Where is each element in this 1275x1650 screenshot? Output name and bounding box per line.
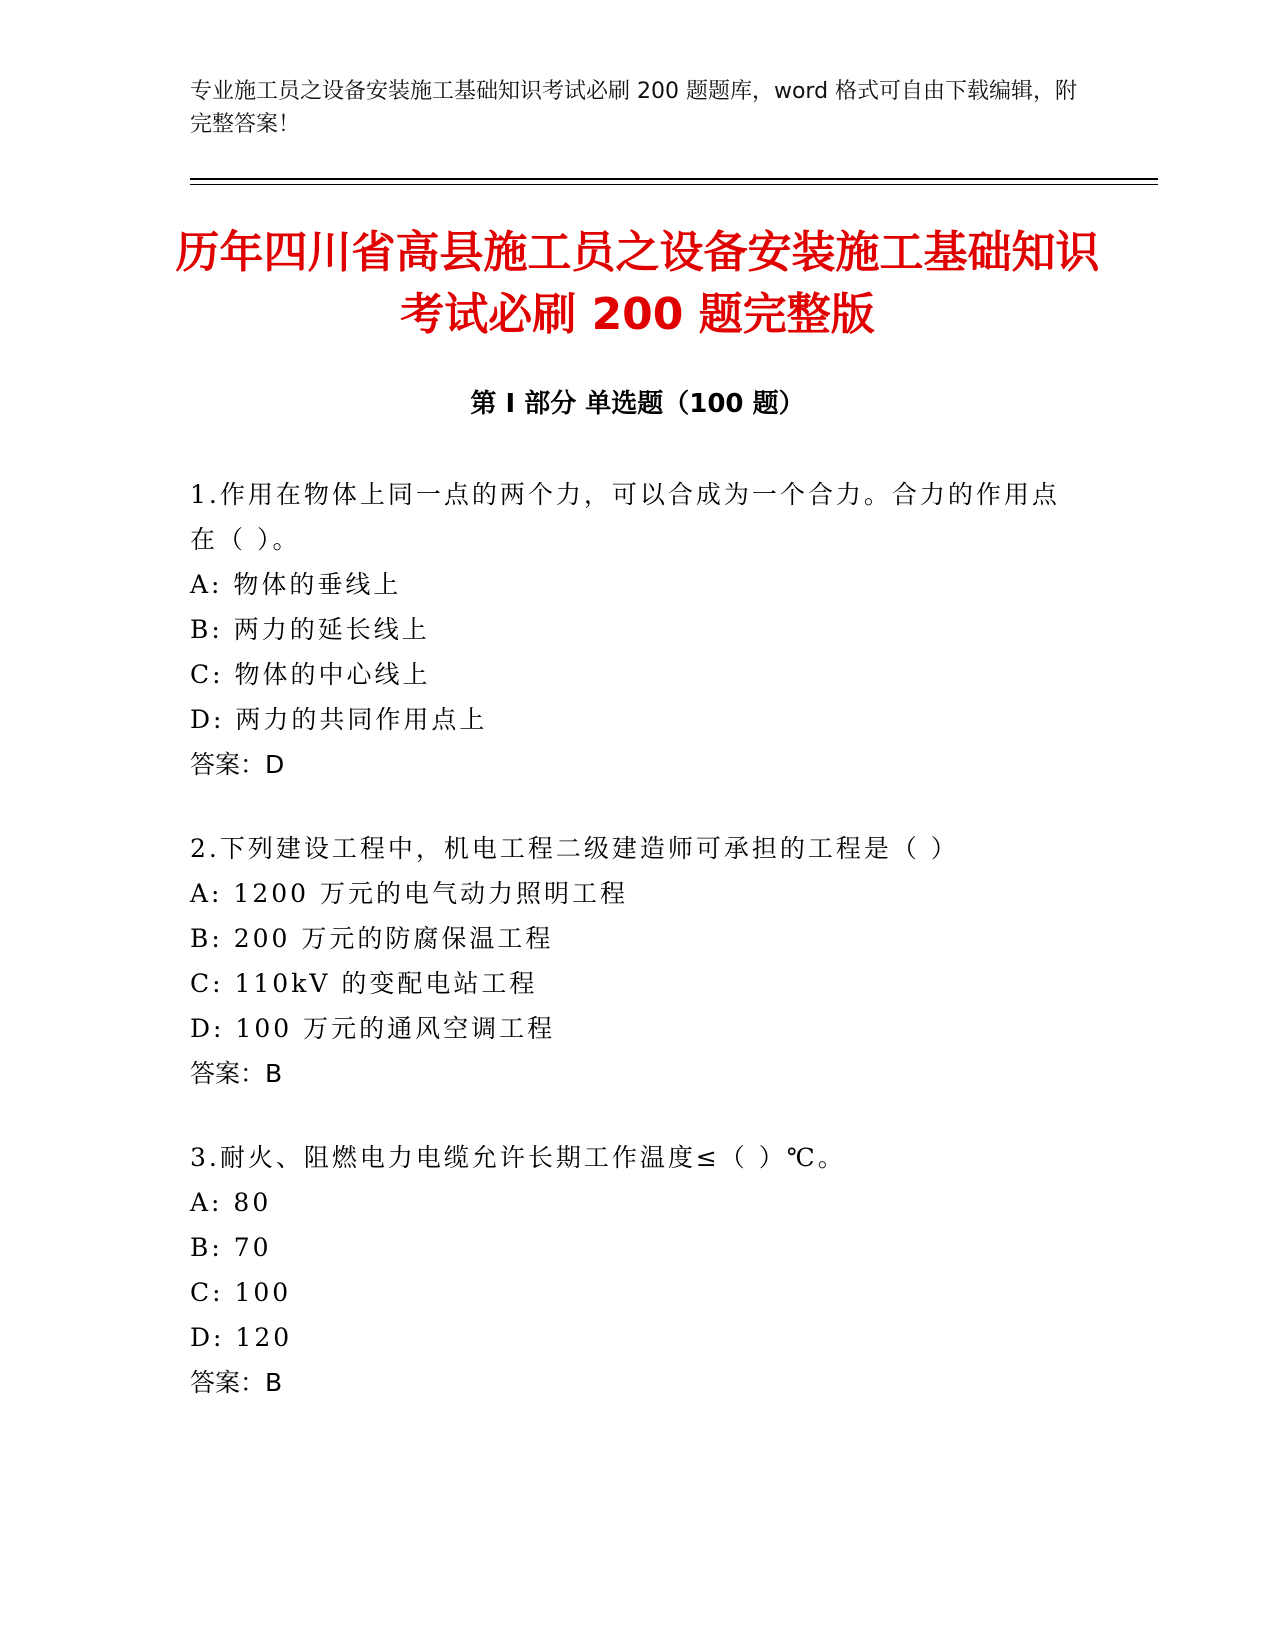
option-a: A: 1200 万元的电气动力照明工程	[190, 879, 628, 908]
option-d: D: 两力的共同作用点上	[190, 705, 488, 734]
option-b: B: 200 万元的防腐保温工程	[190, 924, 554, 953]
question-3	[190, 1135, 1070, 1406]
option-d: D: 100 万元的通风空调工程	[190, 1014, 556, 1043]
option-c: C: 物体的中心线上	[190, 660, 431, 689]
header-divider-thin	[190, 184, 1158, 185]
answer: 答案：B	[190, 1368, 283, 1397]
question-1	[190, 472, 1070, 788]
option-b: B: 70	[190, 1233, 272, 1262]
option-a: A: 80	[190, 1188, 272, 1217]
option-a: A: 物体的垂线上	[190, 570, 402, 599]
header-note: 专业施工员之设备安装施工基础知识考试必刷 200 题题库，word 格式可自由下载编辑，附完整答案！	[190, 79, 1078, 137]
question-stem: 2.下列建设工程中，机电工程二级建造师可承担的工程是（ ）	[190, 834, 959, 863]
answer: 答案：D	[190, 750, 285, 779]
answer: 答案：B	[190, 1059, 283, 1088]
option-c: C: 110kV 的变配电站工程	[190, 969, 538, 998]
document-title: 历年四川省高县施工员之设备安装施工基础知识考试必刷 200 题完整版	[175, 227, 1100, 340]
option-c: C: 100	[190, 1278, 292, 1307]
header-divider-thick	[190, 178, 1158, 180]
question-2	[190, 826, 1070, 1097]
question-list	[190, 472, 1070, 1444]
question-stem: 3.耐火、阻燃电力电缆允许长期工作温度≤（ ）℃。	[190, 1143, 846, 1172]
option-d: D: 120	[190, 1323, 293, 1352]
question-stem: 1.作用在物体上同一点的两个力，可以合成为一个合力。合力的作用点在（ ）。	[190, 480, 1060, 554]
option-b: B: 两力的延长线上	[190, 615, 430, 644]
section-heading: 第 I 部分 单选题（100 题）	[470, 389, 805, 419]
